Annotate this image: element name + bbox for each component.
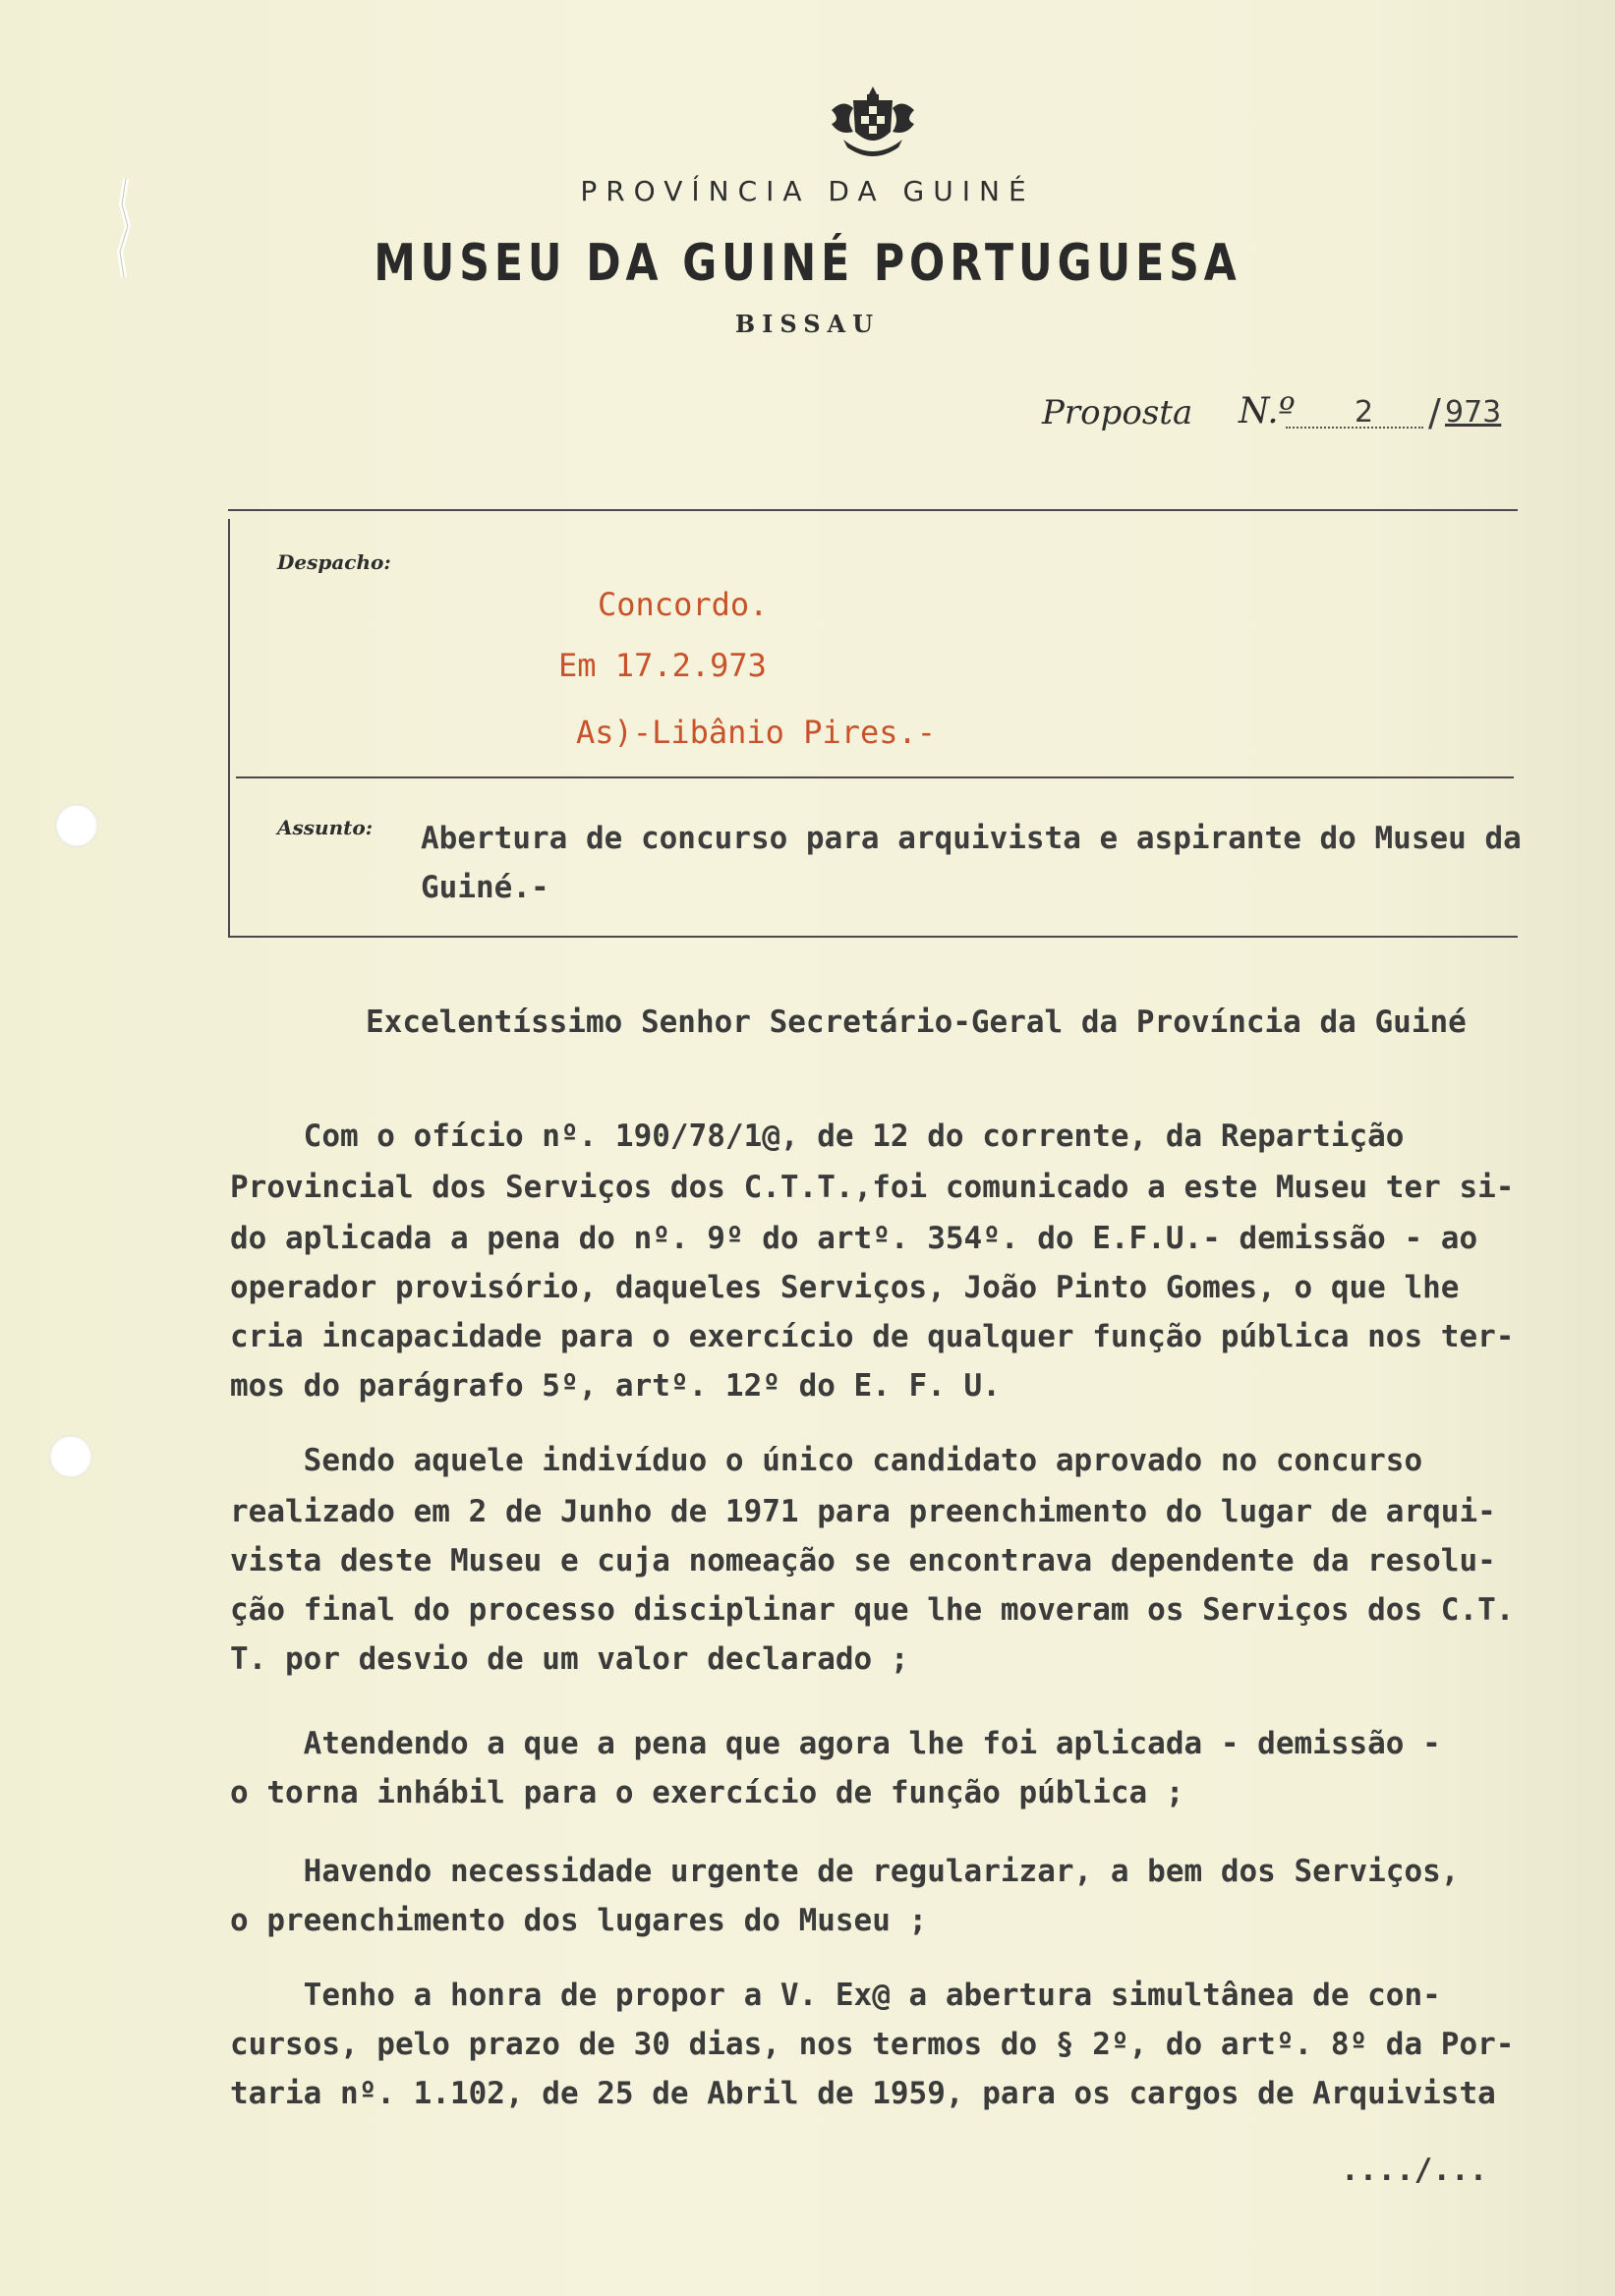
proposta-number-line <box>1042 391 1533 440</box>
paragraph-3-line-1: Atendendo a que a pena que agora lhe foi aplicada - demissão - <box>230 1726 1441 1761</box>
box-middle-rule <box>236 776 1514 778</box>
paragraph-2-line-2: realizado em 2 de Junho de 1971 para preenchimento do lugar de arqui- <box>230 1494 1496 1529</box>
paragraph-1-line-6: mos do parágrafo 5º, artº. 12º do E. F. U. <box>230 1368 1001 1404</box>
paragraph-4-line-2: o preenchimento dos lugares do Museu ; <box>230 1903 928 1938</box>
proposta-label: Proposta <box>1042 393 1193 432</box>
box-top-rule <box>228 509 1518 511</box>
number-slash: / <box>1428 391 1441 434</box>
despacho-label: Despacho: <box>277 550 391 574</box>
paragraph-2-line-5: T. por desvio de um valor declarado ; <box>230 1641 909 1677</box>
despacho-line-1: Concordo. <box>598 586 769 623</box>
punch-hole-bottom <box>49 1435 92 1478</box>
city-heading: BISSAU <box>734 310 881 338</box>
paragraph-5-line-2: cursos, pelo prazo de 30 dias, nos termos do § 2º, do artº. 8º da Por- <box>230 2027 1515 2062</box>
paragraph-2-line-4: ção final do processo disciplinar que lhe moveram os Serviços dos C.T. <box>230 1592 1515 1628</box>
paragraph-1-line-1: Com o ofício nº. 190/78/1@, de 12 do corrente, da Repartição <box>230 1119 1405 1154</box>
proposta-year: 973 <box>1445 395 1502 430</box>
continuation-mark: ..../... <box>1341 2152 1488 2188</box>
paragraph-4-line-1: Havendo necessidade urgente de regularizar, a bem dos Serviços, <box>230 1854 1460 1889</box>
paragraph-1-line-2: Provincial dos Serviços dos C.T.T.,foi comunicado a este Museu ter si- <box>230 1170 1515 1205</box>
paragraph-3-line-2: o torna inhábil para o exercício de função pública ; <box>230 1775 1184 1810</box>
paragraph-1-line-4: operador provisório, daqueles Serviços, João Pinto Gomes, o que lhe <box>230 1270 1460 1305</box>
coat-of-arms-icon <box>824 81 922 163</box>
proposta-number: 2 <box>1355 395 1374 430</box>
paragraph-1-line-5: cria incapacidade para o exercício de qualquer função pública nos ter- <box>230 1319 1515 1354</box>
assunto-label: Assunto: <box>277 816 374 839</box>
despacho-line-2: Em 17.2.973 <box>558 647 767 684</box>
salutation: Excelentíssimo Senhor Secretário-Geral da Província da Guiné <box>366 1004 1467 1040</box>
number-label: N.º <box>1239 391 1296 431</box>
province-heading: PROVÍNCIA DA GUINÉ <box>580 175 1035 207</box>
box-bottom-rule <box>228 936 1518 938</box>
assunto-text: Abertura de concurso para arquivista e aspirante do Museu da Guiné.- <box>421 821 1522 905</box>
paragraph-5-line-1: Tenho a honra de propor a V. Ex@ a abertura simultânea de con- <box>230 1978 1441 2013</box>
paragraph-5-line-3: taria nº. 1.102, de 25 de Abril de 1959, para os cargos de Arquivista <box>230 2076 1496 2111</box>
paragraph-2-line-1: Sendo aquele indivíduo o único candidato aprovado no concurso <box>230 1443 1423 1478</box>
paragraph-1-line-3: do aplicada a pena do nº. 9º do artº. 354º. do E.F.U.- demissão - ao <box>230 1221 1478 1256</box>
despacho-line-3: As)-Libânio Pires.- <box>576 714 937 751</box>
punch-hole-top <box>55 804 98 847</box>
museum-title: MUSEU DA GUINÉ PORTUGUESA <box>374 234 1241 293</box>
box-left-rule <box>228 519 230 936</box>
paragraph-2-line-3: vista deste Museu e cuja nomeação se encontrava dependente da resolu- <box>230 1543 1496 1578</box>
